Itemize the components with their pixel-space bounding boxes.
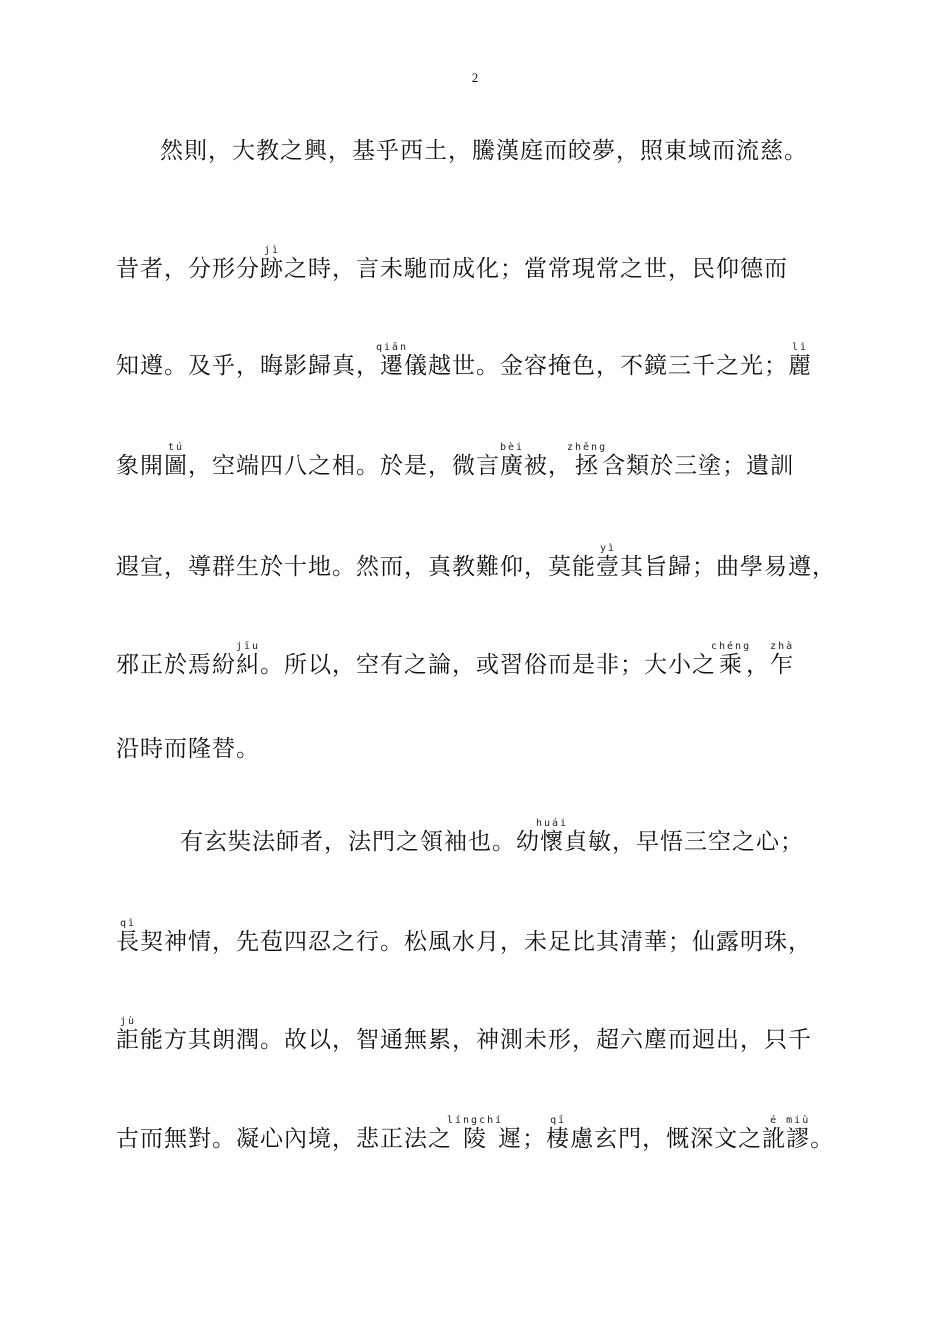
pinyin-annotation: bèi <box>499 442 525 453</box>
base-character: 遷 <box>375 353 409 379</box>
text-segment: 之時，言未馳而成化；當常現常之世，民仰德而 <box>284 256 788 282</box>
annotated-character <box>499 442 525 479</box>
base-character: 訛 <box>762 1126 787 1152</box>
base-character: 長 <box>116 929 140 955</box>
base-character: 詎 <box>116 1027 140 1053</box>
text-line-3 <box>116 342 836 378</box>
base-character: 糾 <box>235 652 261 678</box>
text-segment: 被， <box>524 453 572 479</box>
text-line-6 <box>116 641 836 677</box>
pinyin-annotation: yì <box>596 543 620 554</box>
text-segment: 然則，大教之興，基乎西土，騰漢庭而皎夢，照東域而流慈。 <box>160 138 808 164</box>
text-segment: ，空端四八之相。於是，微言 <box>188 453 500 479</box>
annotated-character <box>535 818 569 855</box>
base-character: 謬 <box>786 1126 811 1152</box>
text-line-2 <box>116 245 836 281</box>
text-line-5 <box>116 543 836 579</box>
text-line-1 <box>160 140 840 163</box>
pinyin-annotation: jù <box>116 1016 140 1027</box>
annotated-character <box>260 245 284 282</box>
pinyin-annotation: zhà <box>770 641 795 652</box>
annotated-character <box>116 918 140 955</box>
base-character: 陵 <box>447 1126 504 1152</box>
text-segment: 貞敏，早悟三空之心； <box>564 829 804 855</box>
text-segment: 有玄奘法師者，法門之領袖也。幼 <box>180 829 540 855</box>
pinyin-annotation: huái <box>535 818 569 829</box>
base-character: 廣 <box>499 453 525 479</box>
pinyin-annotation: chéng <box>711 641 752 652</box>
base-character: 壹 <box>596 554 620 580</box>
base-character: 跡 <box>260 256 284 282</box>
text-line-4 <box>116 442 836 478</box>
pinyin-annotation: tú <box>164 442 188 453</box>
annotated-character <box>596 543 620 580</box>
text-segment: 知遵。及乎，晦影歸真， <box>116 353 380 379</box>
annotated-character <box>711 641 752 678</box>
pinyin-annotation: é <box>762 1115 787 1126</box>
text-segment: 古而無對。凝心內境，悲正法之 <box>116 1126 452 1152</box>
annotated-character <box>788 342 812 379</box>
text-segment: 儀越世。金容掩色，不鏡三千之光； <box>404 353 788 379</box>
annotated-character <box>164 442 188 479</box>
base-character: 棲 <box>546 1126 571 1152</box>
text-segment: 遲； <box>498 1126 547 1152</box>
annotated-character <box>235 641 261 678</box>
annotated-character <box>786 1115 811 1152</box>
text-segment: 昔者，分形分 <box>116 256 260 282</box>
text-line-10 <box>116 1016 836 1052</box>
base-character: 麗 <box>788 353 812 379</box>
text-segment: 能方其朗潤。故以，智通無累，神測未形，超六塵而迥出，只千 <box>140 1027 812 1053</box>
text-segment: 象開 <box>116 453 164 479</box>
pinyin-annotation: zhěng <box>567 442 608 453</box>
annotated-character <box>546 1115 571 1152</box>
annotated-character <box>770 641 795 678</box>
text-line-9 <box>116 918 836 954</box>
text-segment: 。所以，空有之論，或習俗而是非；大小之 <box>260 652 716 678</box>
text-line-8 <box>180 818 840 854</box>
pinyin-annotation: qiān <box>375 342 409 353</box>
annotated-character <box>375 342 409 379</box>
text-segment: 慮玄門，慨深文之 <box>570 1126 763 1152</box>
base-character: 拯 <box>567 453 608 479</box>
pinyin-annotation: jīu <box>235 641 261 652</box>
text-segment: 遐宣，導群生於十地。然而，真教難仰，莫能 <box>116 554 596 580</box>
page-number: 2 <box>471 70 479 85</box>
pinyin-annotation: língchí <box>447 1115 504 1126</box>
annotated-character <box>567 442 608 479</box>
pinyin-annotation: qī <box>546 1115 571 1126</box>
pinyin-annotation: qì <box>116 918 140 929</box>
base-character: 懷 <box>535 829 569 855</box>
text-segment: ， <box>746 652 771 678</box>
base-character: 圖 <box>164 453 188 479</box>
pinyin-annotation: lì <box>788 342 812 353</box>
text-segment: 契神情，先苞四忍之行。松風水月，未足比其清華；仙露明珠， <box>140 929 812 955</box>
text-segment: 沿時而隆替。 <box>116 736 260 762</box>
annotated-character <box>116 1016 140 1053</box>
text-segment: 含類於三塗；遺訓 <box>602 453 795 479</box>
annotated-character <box>762 1115 787 1152</box>
text-line-11 <box>116 1115 836 1151</box>
pinyin-annotation: miù <box>786 1115 811 1126</box>
annotated-character <box>447 1115 504 1152</box>
text-segment: 。 <box>810 1126 835 1152</box>
text-segment: 邪正於焉紛 <box>116 652 236 678</box>
base-character: 乘 <box>711 652 752 678</box>
pinyin-annotation: jì <box>260 245 284 256</box>
text-line-7 <box>116 738 836 761</box>
base-character: 乍 <box>770 652 795 678</box>
text-segment: 其旨歸；曲學易遵， <box>620 554 836 580</box>
